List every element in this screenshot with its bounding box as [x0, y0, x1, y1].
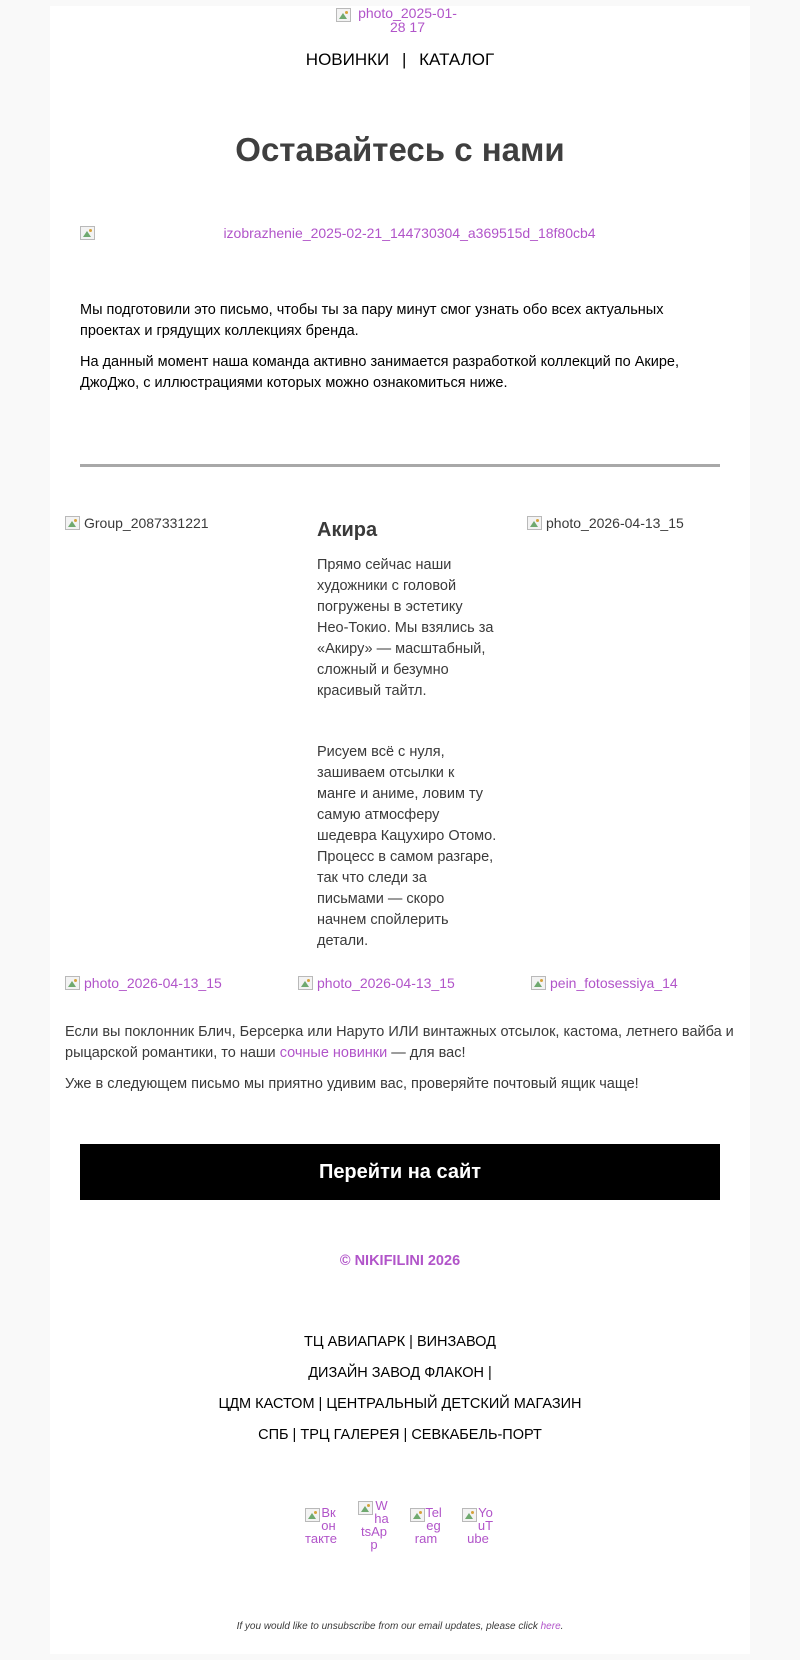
page-title: Оставайтесь с нами — [235, 131, 565, 168]
nav-link-novinki[interactable]: НОВИНКИ — [305, 50, 390, 69]
promo-text-after: — для вас! — [387, 1045, 466, 1061]
unsubscribe-link[interactable]: here — [540, 1621, 561, 1632]
promo-paragraph-2: Уже в следующем письмо мы приятно удивим вас, проверяйте почтовый ящик чаще! — [65, 1076, 639, 1092]
vk-icon[interactable] — [305, 1506, 337, 1545]
gallery-image-1[interactable] — [65, 974, 222, 992]
gallery-image-2[interactable] — [298, 974, 455, 992]
address-line: ТЦ АВИАПАРК | ВИНЗАВОД — [304, 1334, 496, 1350]
brand-logo-alt: photo_2025-01-28 17 — [358, 5, 457, 35]
vk-icon-alt: Вконтакте — [305, 1505, 337, 1546]
brand-logo[interactable] — [336, 6, 471, 34]
nav-separator: | — [402, 50, 407, 69]
unsubscribe-note — [50, 1620, 750, 1634]
hero-image-alt: izobrazhenie_2025-02-21_144730304_a369515d_18f80cb4 — [223, 225, 596, 241]
top-nav — [50, 50, 750, 70]
telegram-icon[interactable] — [410, 1506, 442, 1545]
store-addresses — [50, 1327, 750, 1451]
address-line: СПБ | ТРЦ ГАЛЕРЕЯ | СЕВКАБЕЛЬ-ПОРТ — [258, 1427, 542, 1443]
broken-image-icon — [65, 516, 80, 530]
akira-title: Акира — [317, 519, 378, 541]
broken-image-icon — [462, 1508, 477, 1522]
intro-paragraph-2: На данный момент наша команда активно занимается разработкой коллекций по Акире, ДжоДжо, с иллюстрациями которых можно ознакомиться ниже. — [80, 354, 679, 391]
akira-paragraph-2: Рисуем всё с нуля, зашиваем отсылки к манге и аниме, ловим ту самую атмосферу шедевра Кацухиро Отомо. Процесс в самом разгаре, так что следи за письмами — скоро начнем спойлерить детали. — [317, 744, 497, 949]
broken-image-icon — [298, 976, 313, 990]
broken-image-icon — [358, 1501, 373, 1515]
hero-image[interactable] — [80, 224, 720, 242]
address-line: ДИЗАЙН ЗАВОД ФЛАКОН | — [308, 1365, 492, 1381]
unsubscribe-end: . — [560, 1621, 564, 1632]
address-line: ЦДМ КАСТОМ | ЦЕНТРАЛЬНЫЙ ДЕТСКИЙ МАГАЗИН — [218, 1396, 582, 1412]
akira-paragraph-1: Прямо сейчас наши художники с головой погружены в эстетику Нео-Токио. Мы взялись за «Акиру» — масштабный, сложный и безумно красивый тайтл. — [317, 557, 494, 699]
novinki-link[interactable]: сочные новинки — [279, 1045, 388, 1061]
whatsapp-icon-alt: WhatsApp — [360, 1498, 389, 1552]
broken-image-icon — [305, 1508, 320, 1522]
akira-right-image-alt: photo_2026-04-13_15 — [546, 515, 684, 531]
intro-paragraph-1: Мы подготовили это письмо, чтобы ты за пару минут смог узнать обо всех актуальных проектах и грядущих коллекциях бренда. — [80, 302, 664, 339]
akira-left-image-alt: Group_2087331221 — [84, 515, 209, 531]
promo-text-before: Если вы поклонник Блич, Берсерка или Наруто ИЛИ винтажных отсылок, кастома, летнего вайба и рыцарской романтики, то наши — [65, 1024, 734, 1061]
go-to-site-button[interactable]: Перейти на сайт — [80, 1144, 720, 1200]
copyright: © NIKIFILINI 2026 — [339, 1253, 461, 1269]
gallery-image-3-alt: pein_fotosessiya_14 — [550, 975, 678, 991]
broken-image-icon — [531, 976, 546, 990]
intro-text — [80, 300, 720, 394]
nav-link-katalog[interactable]: КАТАЛОГ — [419, 50, 495, 69]
akira-left-image[interactable] — [65, 514, 209, 532]
broken-image-icon — [65, 976, 80, 990]
divider — [80, 464, 720, 467]
broken-image-icon — [80, 226, 95, 240]
akira-right-image[interactable] — [527, 514, 684, 532]
broken-image-icon — [410, 1508, 425, 1522]
akira-section — [317, 518, 497, 952]
unsubscribe-text: If you would like to unsubscribe from our email updates, please click — [236, 1621, 541, 1632]
promo-paragraph-1 — [65, 1022, 735, 1064]
broken-image-icon — [336, 8, 351, 22]
gallery-image-3[interactable] — [531, 974, 678, 992]
youtube-icon[interactable] — [462, 1506, 494, 1545]
gallery-image-1-alt: photo_2026-04-13_15 — [84, 975, 222, 991]
promo-text — [65, 1022, 735, 1095]
telegram-icon-alt: Telegram — [414, 1505, 442, 1546]
youtube-icon-alt: YouTube — [467, 1505, 494, 1546]
broken-image-icon — [527, 516, 542, 530]
email-card — [50, 6, 750, 1654]
whatsapp-icon[interactable] — [358, 1499, 390, 1551]
gallery-image-2-alt: photo_2026-04-13_15 — [317, 975, 455, 991]
